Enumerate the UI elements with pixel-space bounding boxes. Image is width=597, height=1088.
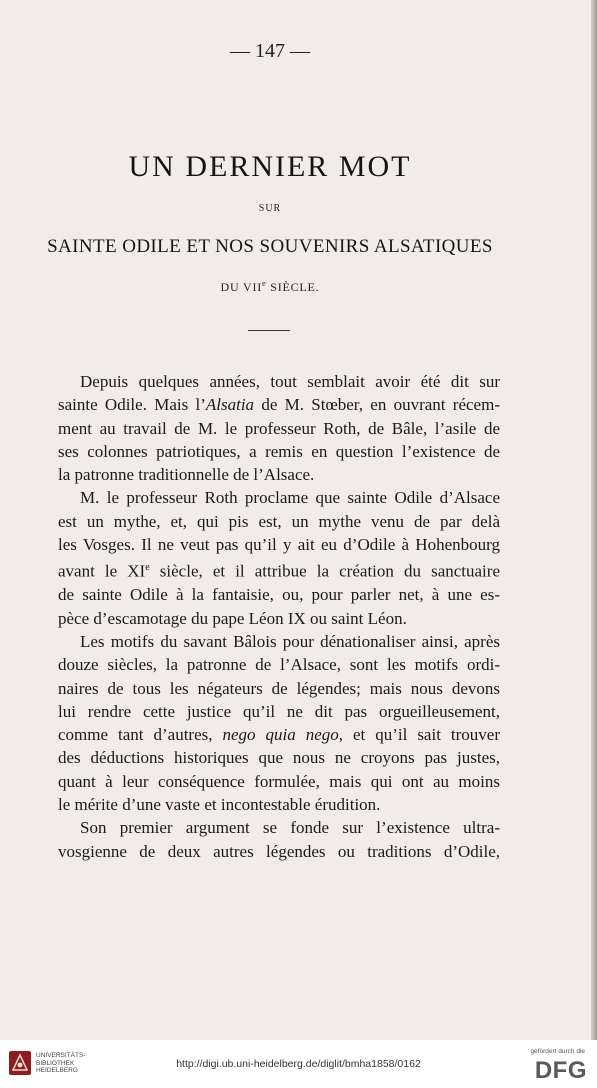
funding-note: gefördert durch die — [530, 1048, 585, 1055]
text-line: naires de tous les négateurs de légendes; mais nous devons — [58, 678, 500, 698]
text-line: quant à leur conséquence formulée, mais qui ont au moins — [58, 771, 500, 791]
century-prefix: DU VII — [220, 280, 263, 294]
text-line: Les motifs du savant Bâlois pour dénationaliser ainsi, après — [80, 631, 500, 651]
text-line: la patronne traditionnelle de l’Alsace. — [58, 465, 315, 485]
dfg-logo: DFG — [534, 1057, 587, 1084]
text-line: le mérite d’une vaste et incontestable érudition. — [58, 795, 381, 814]
text-line: est un mythe, et, qui pis est, un mythe venu de par delà — [58, 511, 500, 531]
text-line: M. le professeur Roth proclame que sainte Odile d’Alsace — [80, 488, 500, 508]
institution-line: HEIDELBERG — [36, 1067, 78, 1074]
viewer-footer — [0, 1040, 597, 1088]
text-line: Depuis quelques années, tout semblait avoir été dit sur — [80, 372, 500, 391]
text-line: douze siècles, la patronne de l’Alsace, sont les motifs ordi- — [58, 655, 500, 675]
permalink[interactable]: http://digi.ub.uni-heidelberg.de/diglit/bmha1858/0162 — [176, 1058, 421, 1070]
article-subtitle: SAINTE ODILE ET NOS SOUVENIRS ALSATIQUES — [47, 236, 493, 257]
text-line: lui rendre cette justice qu’il ne dit pas orgueilleusement, — [58, 701, 500, 721]
century-suffix: SIÈCLE. — [266, 280, 320, 294]
page-edge-shadow — [591, 0, 597, 1040]
text-line: sainte Odile. Mais l’Alsatia de M. Stœber, en ouvrant récem- — [58, 395, 500, 415]
institution-line: UNIVERSITÄTS- — [36, 1052, 86, 1059]
article-title: UN DERNIER MOT — [128, 150, 412, 183]
text-line: de sainte Odile à la fantaisie, ou, pour parler net, à une es- — [58, 585, 500, 605]
century-superscript: e — [262, 279, 267, 288]
text-line: comme tant d’autres, nego quia nego, et qu’il sait trouver — [58, 725, 500, 745]
text-line: pèce d’escamotage du pape Léon IX ou saint Léon. — [58, 608, 407, 628]
text-line: ses colonnes patriotiques, a remis en question l’existence de — [58, 441, 500, 461]
section-rule — [248, 330, 290, 331]
title-connector: SUR — [258, 203, 282, 214]
page-number: — 147 — — [230, 40, 310, 62]
century-line — [0, 279, 540, 295]
text-line: Son premier argument se fonde sur l’existence ultra- — [80, 818, 500, 838]
text-line: ment au travail de M. le professeur Roth, de Bâle, l’asile de — [58, 418, 500, 438]
institution-line: BIBLIOTHEK — [36, 1059, 75, 1067]
text-line: des déductions historiques que nous ne croyons pas justes, — [58, 748, 500, 768]
text-line: les Vosges. Il ne veut pas qu’il y ait eu d’Odile à Hohenbourg — [58, 535, 500, 555]
text-line: avant le XIe siècle, et il attribue la création du sanctuaire — [58, 562, 500, 582]
text-line: vosgienne de deux autres légendes ou traditions d’Odile, — [58, 841, 500, 861]
body-text — [58, 370, 500, 863]
